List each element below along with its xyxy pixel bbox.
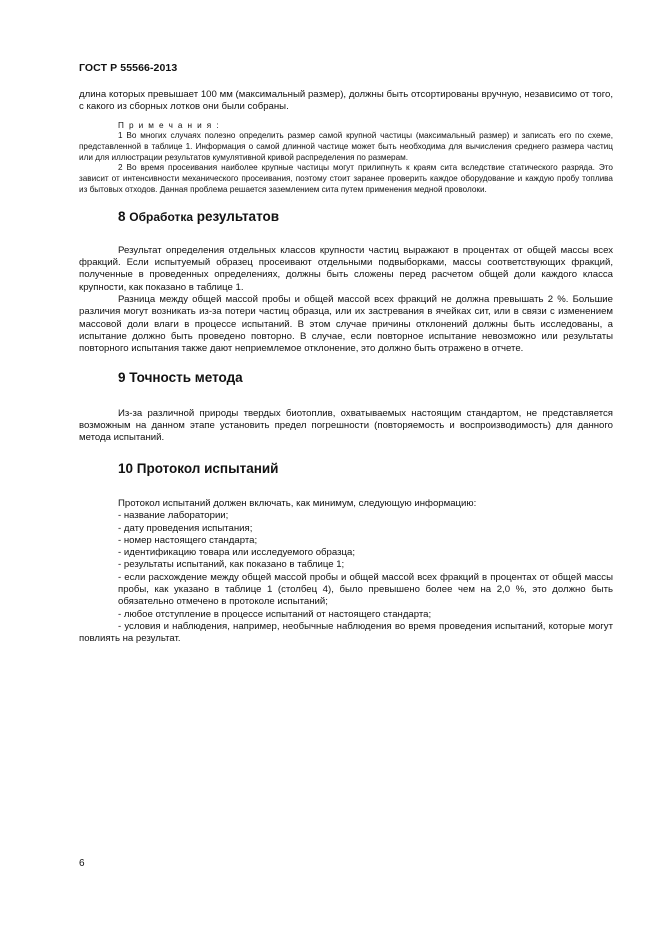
section-8-heading [79,208,613,224]
section-9-heading: 9 Точность метода [118,370,243,386]
section-8-title-part1: Обработка [129,209,194,224]
list-item: - дату проведения испытания; [118,522,253,534]
list-item: - условия и наблюдения, например, необычные наблюдения во время проведения испытаний, которые могут повлиять на результат. [79,620,613,645]
note-item: 2 Во время просеивания наиболее крупные частицы могут прилипнуть к краям сита вследствие статического разряда. Это зависит от интенсивности механического просеивания, поэтому стоит заранее проверить каждое оборудование и каждую пробу топлива из бытовых отходов. Данная проблема решается заземлением сита путем применения медной проволоки. [79,163,613,194]
report-requirements-list [79,510,613,645]
list-item: - любое отступление в процессе испытаний от настоящего стандарта; [118,608,432,620]
section-10-heading: 10 Протокол испытаний [118,460,279,476]
document-header: ГОСТ Р 55566-2013 [79,62,178,74]
section-8-paragraph: Результат определения отдельных классов крупности частиц выражают в процентах от общей массы всех фракций. Если испытуемый образец просеивают отдельными подвыборками, массы соответствующих фракций, полученные в проведенных определениях, должны быть сложены перед расчетом общей доли каждого класса крупности, как показано в таблице 1. [79,244,613,293]
page-number: 6 [79,858,85,869]
list-item: - если расхождение между общей массой пробы и общей массой всех фракций в процентах от общей массы пробы, как указано в таблице 1 (столбец 4), было превышено более чем на 2,0 %, это должно быть обязательно отмечено в протоколе испытаний; [118,571,613,608]
list-item: - результаты испытаний, как показано в таблице 1; [118,559,345,571]
section-9-paragraph: Из-за различной природы твердых биотоплив, охватываемых настоящим стандартом, не представляется возможным на данном этапе установить предел погрешности (повторяемость и воспроизводимость) для данного метода испытаний. [79,407,613,444]
section-10-intro: Протокол испытаний должен включать, как минимум, следующую информацию: [118,497,477,509]
notes-block [79,121,613,196]
list-item: - идентификацию товара или исследуемого образца; [118,547,355,559]
notes-title: П р и м е ч а н и я : [118,120,220,130]
list-item: - номер настоящего стандарта; [118,534,258,546]
note-item: 1 Во многих случаях полезно определить размер самой крупной частицы (максимальный размер) и записать его по схеме, представленной в таблице 1. Информация о самой длинной частице может быть необходима для вычисления среднего размера частиц или для иллюстрации результатов кумулятивной кривой распределения по размерам. [79,131,613,162]
intro-paragraph: длина которых превышает 100 мм (максимальный размер), должны быть отсортированы вручную, независимо от того, с какого из сборных лотков они были собраны. [79,89,613,113]
section-8-title-part2: результатов [196,208,280,224]
list-item: - название лаборатории; [118,510,229,522]
section-8-number: 8 [118,208,126,224]
section-8-paragraph: Разница между общей массой пробы и общей массой всех фракций не должна превышать 2 %. Большие различия могут возникать из-за потери частиц образца, или их застревания в ячейках сит, или в связи с изменением массовой доли влаги в процессе испытаний. В этом случае причины отклонений должны быть исследованы, а испытание должно быть проведено повторно. В случае, если повторное испытание невозможно или результаты повторного испытания также дают неприемлемое отклонение, это должно быть отражено в отчете. [79,294,613,355]
page-content [79,89,613,646]
